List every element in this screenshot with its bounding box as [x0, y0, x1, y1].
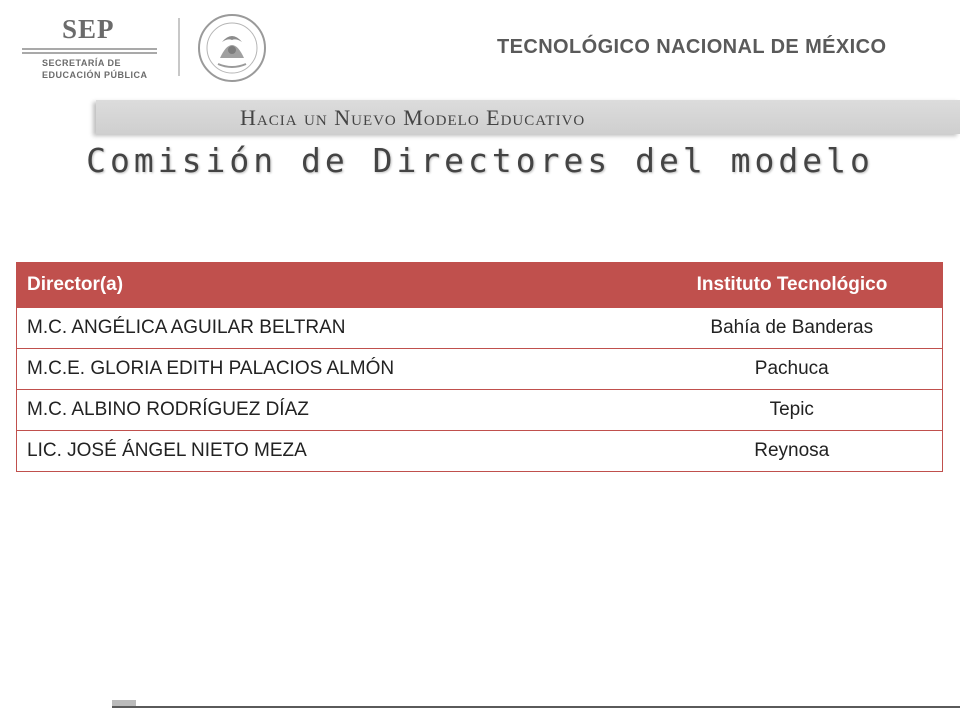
table-header-row — [17, 263, 943, 308]
column-header-institute: Instituto Tecnológico — [642, 263, 943, 308]
table-row — [17, 431, 943, 472]
sep-subtitle-line1: SECRETARÍA DE — [42, 58, 122, 68]
subtitle-banner — [96, 100, 960, 134]
director-name-cell: M.C.E. GLORIA EDITH PALACIOS ALMÓN — [17, 349, 642, 390]
sep-logo-rule-bottom — [22, 52, 157, 54]
director-name-cell: LIC. JOSÉ ÁNGEL NIETO MEZA — [17, 431, 642, 472]
sep-subtitle-line2: EDUCACIÓN PÚBLICA — [42, 70, 148, 80]
table-row — [17, 349, 943, 390]
table-row — [17, 390, 943, 431]
table-row — [17, 308, 943, 349]
footer-rule — [112, 706, 960, 708]
header-divider — [178, 18, 180, 76]
directors-table — [16, 262, 943, 472]
mexico-seal-icon — [192, 12, 272, 84]
sep-wordmark: SEP — [62, 14, 115, 44]
slide-header — [0, 0, 960, 100]
institution-title: TECNOLÓGICO NACIONAL DE MÉXICO — [497, 36, 887, 58]
sep-logo-rule-top — [22, 48, 157, 50]
sep-logo — [22, 14, 172, 84]
institute-cell: Pachuca — [642, 349, 943, 390]
director-name-cell: M.C. ANGÉLICA AGUILAR BELTRAN — [17, 308, 642, 349]
banner-text: Hacia un Nuevo Modelo Educativo — [240, 105, 586, 130]
institute-cell: Reynosa — [642, 431, 943, 472]
slide-title: Comisión de Directores del modelo — [86, 141, 874, 180]
column-header-director: Director(a) — [17, 263, 642, 308]
institute-cell: Bahía de Banderas — [642, 308, 943, 349]
institute-cell: Tepic — [642, 390, 943, 431]
director-name-cell: M.C. ALBINO RODRÍGUEZ DÍAZ — [17, 390, 642, 431]
